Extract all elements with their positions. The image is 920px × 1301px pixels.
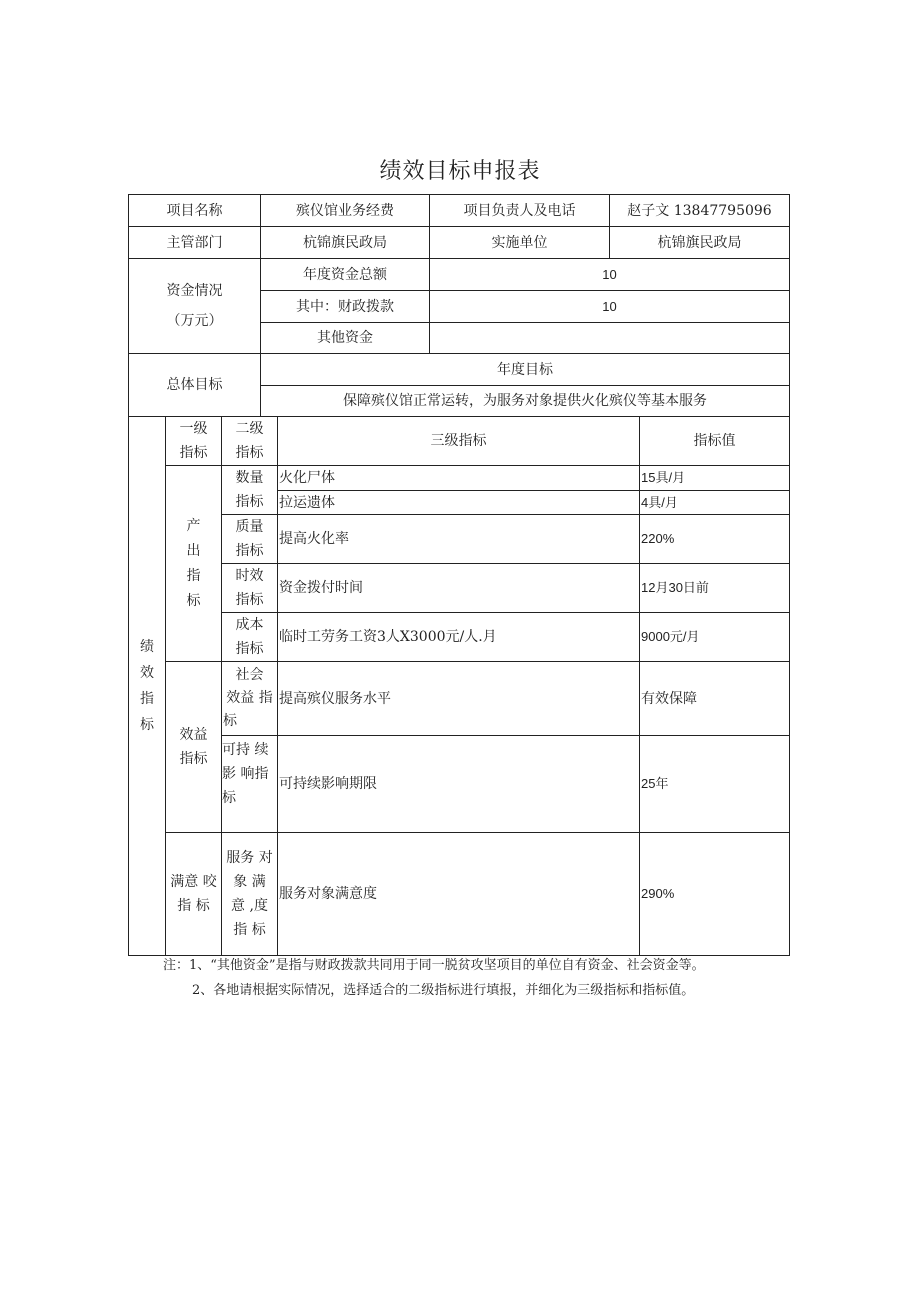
header-level1 <box>165 416 222 466</box>
satisfaction-label-line: 满意 咬 <box>170 874 217 890</box>
funds-label-line2: （万元） <box>166 313 223 329</box>
benefit-label-line: 效益 <box>179 727 208 743</box>
social-benefit-indicator-label <box>221 661 278 736</box>
quantity-row-1-name: 火化尸体 <box>277 465 640 491</box>
cost-name: 临时工劳务工资3人X3000元/人.月 <box>277 612 640 662</box>
output-char: 标 <box>186 592 201 609</box>
satisfaction-value: 290% <box>639 832 790 956</box>
timeliness-label-line: 时效 <box>235 568 264 584</box>
project-manager-label: 项目负责人及电话 <box>429 194 610 227</box>
sustainability-indicator-label <box>221 735 278 833</box>
cost-indicator-label <box>221 612 278 662</box>
sustain-label-line: 标 <box>222 790 236 806</box>
quantity-row-2-value: 4具/月 <box>639 490 790 515</box>
impl-label: 实施单位 <box>429 226 610 259</box>
timeliness-value: 12月30日前 <box>639 563 790 613</box>
footnote-2: 2、各地请根据实际情况，选择适合的二级指标进行填报，并细化为三级指标和指标值。 <box>192 983 695 998</box>
header-level1-line: 指标 <box>179 445 208 461</box>
funds-label-line1: 资金情况 <box>166 283 223 299</box>
annual-goal-label: 年度目标 <box>260 353 790 386</box>
funds-fiscal-label: 其中：财政拨款 <box>260 290 430 323</box>
funds-total-label: 年度资金总额 <box>260 258 430 291</box>
cost-label-line: 成本 <box>235 617 264 633</box>
project-manager-value: 赵子文 13847795096 <box>609 194 790 227</box>
satisfaction-label-line: 指 标 <box>177 898 210 914</box>
quality-name: 提高火化率 <box>277 514 640 564</box>
timeliness-label-line: 指标 <box>235 592 264 608</box>
funds-other-value <box>429 322 790 354</box>
header-level1-line: 一级 <box>179 421 208 437</box>
quantity-label-line: 数量 <box>235 470 264 486</box>
quantity-indicator-label <box>221 465 278 515</box>
header-level2-line: 指标 <box>235 445 264 461</box>
project-name-label: 项目名称 <box>128 194 261 227</box>
quality-value: 220% <box>639 514 790 564</box>
dept-label: 主管部门 <box>128 226 261 259</box>
output-char: 产 <box>186 517 201 534</box>
annual-goal-text: 保障殡仪馆正常运转，为服务对象提供火化殡仪等基本服务 <box>260 385 790 417</box>
sustainability-name: 可持续影响期限 <box>277 735 640 833</box>
satisfaction-sub-label-line: 意 ,度 <box>231 898 268 914</box>
benefit-indicator-label <box>165 661 222 833</box>
section-char: 效 <box>140 665 154 681</box>
satisfaction-name: 服务对象满意度 <box>277 832 640 956</box>
output-indicator-label <box>165 465 222 662</box>
quality-indicator-label <box>221 514 278 564</box>
social-benefit-name: 提高殡仪服务水平 <box>277 661 640 736</box>
social-label-line: 标 <box>223 713 237 729</box>
funds-other-label: 其他资金 <box>260 322 430 354</box>
output-char: 指 <box>186 567 201 584</box>
impl-value: 杭锦旗民政局 <box>609 226 790 259</box>
footnote-1: 注：1、“其他资金”是指与财政拨款共同用于同一脱贫攻坚项目的单位自有资金、社会资金等。 <box>163 958 705 973</box>
timeliness-indicator-label <box>221 563 278 613</box>
header-level2 <box>221 416 278 466</box>
satisfaction-sub-label-line: 指 标 <box>233 922 266 938</box>
sustain-label-line: 影 响指 <box>222 766 269 782</box>
funds-label <box>128 258 261 354</box>
cost-value: 9000元/月 <box>639 612 790 662</box>
sustain-label-line: 可持 续 <box>222 742 269 758</box>
section-char: 指 <box>140 691 154 707</box>
satisfaction-indicator-label <box>165 832 222 956</box>
project-name-value: 殡仪馆业务经费 <box>260 194 430 227</box>
funds-total-value: 10 <box>429 258 790 291</box>
social-label-line: 社会 <box>235 667 264 683</box>
performance-target-table <box>129 195 790 956</box>
header-level2-line: 二级 <box>235 421 264 437</box>
sustainability-value: 25年 <box>639 735 790 833</box>
dept-value: 杭锦旗民政局 <box>260 226 430 259</box>
satisfaction-sub-label-line: 象 满 <box>233 874 266 890</box>
header-level3: 三级指标 <box>277 416 640 466</box>
satisfaction-sub-indicator-label <box>221 832 278 956</box>
section-char: 标 <box>140 717 154 733</box>
header-value: 指标值 <box>639 416 790 466</box>
funds-fiscal-value: 10 <box>429 290 790 323</box>
quantity-row-2-name: 拉运遗体 <box>277 490 640 515</box>
quality-label-line: 指标 <box>235 543 264 559</box>
benefit-label-line: 指标 <box>179 751 208 767</box>
quality-label-line: 质量 <box>235 519 264 535</box>
satisfaction-sub-label-line: 服务 对 <box>226 850 273 866</box>
output-char: 出 <box>186 542 201 559</box>
goal-label: 总体目标 <box>128 353 261 417</box>
performance-indicator-section <box>128 416 166 956</box>
page-title: 绩效目标申报表 <box>379 159 541 184</box>
cost-label-line: 指标 <box>235 641 264 657</box>
social-label-line: 效益 指 <box>226 690 273 706</box>
quantity-label-line: 指标 <box>235 494 264 510</box>
section-char: 绩 <box>140 639 154 655</box>
timeliness-name: 资金拨付时间 <box>277 563 640 613</box>
social-benefit-value: 有效保障 <box>639 661 790 736</box>
quantity-row-1-value: 15具/月 <box>639 465 790 491</box>
